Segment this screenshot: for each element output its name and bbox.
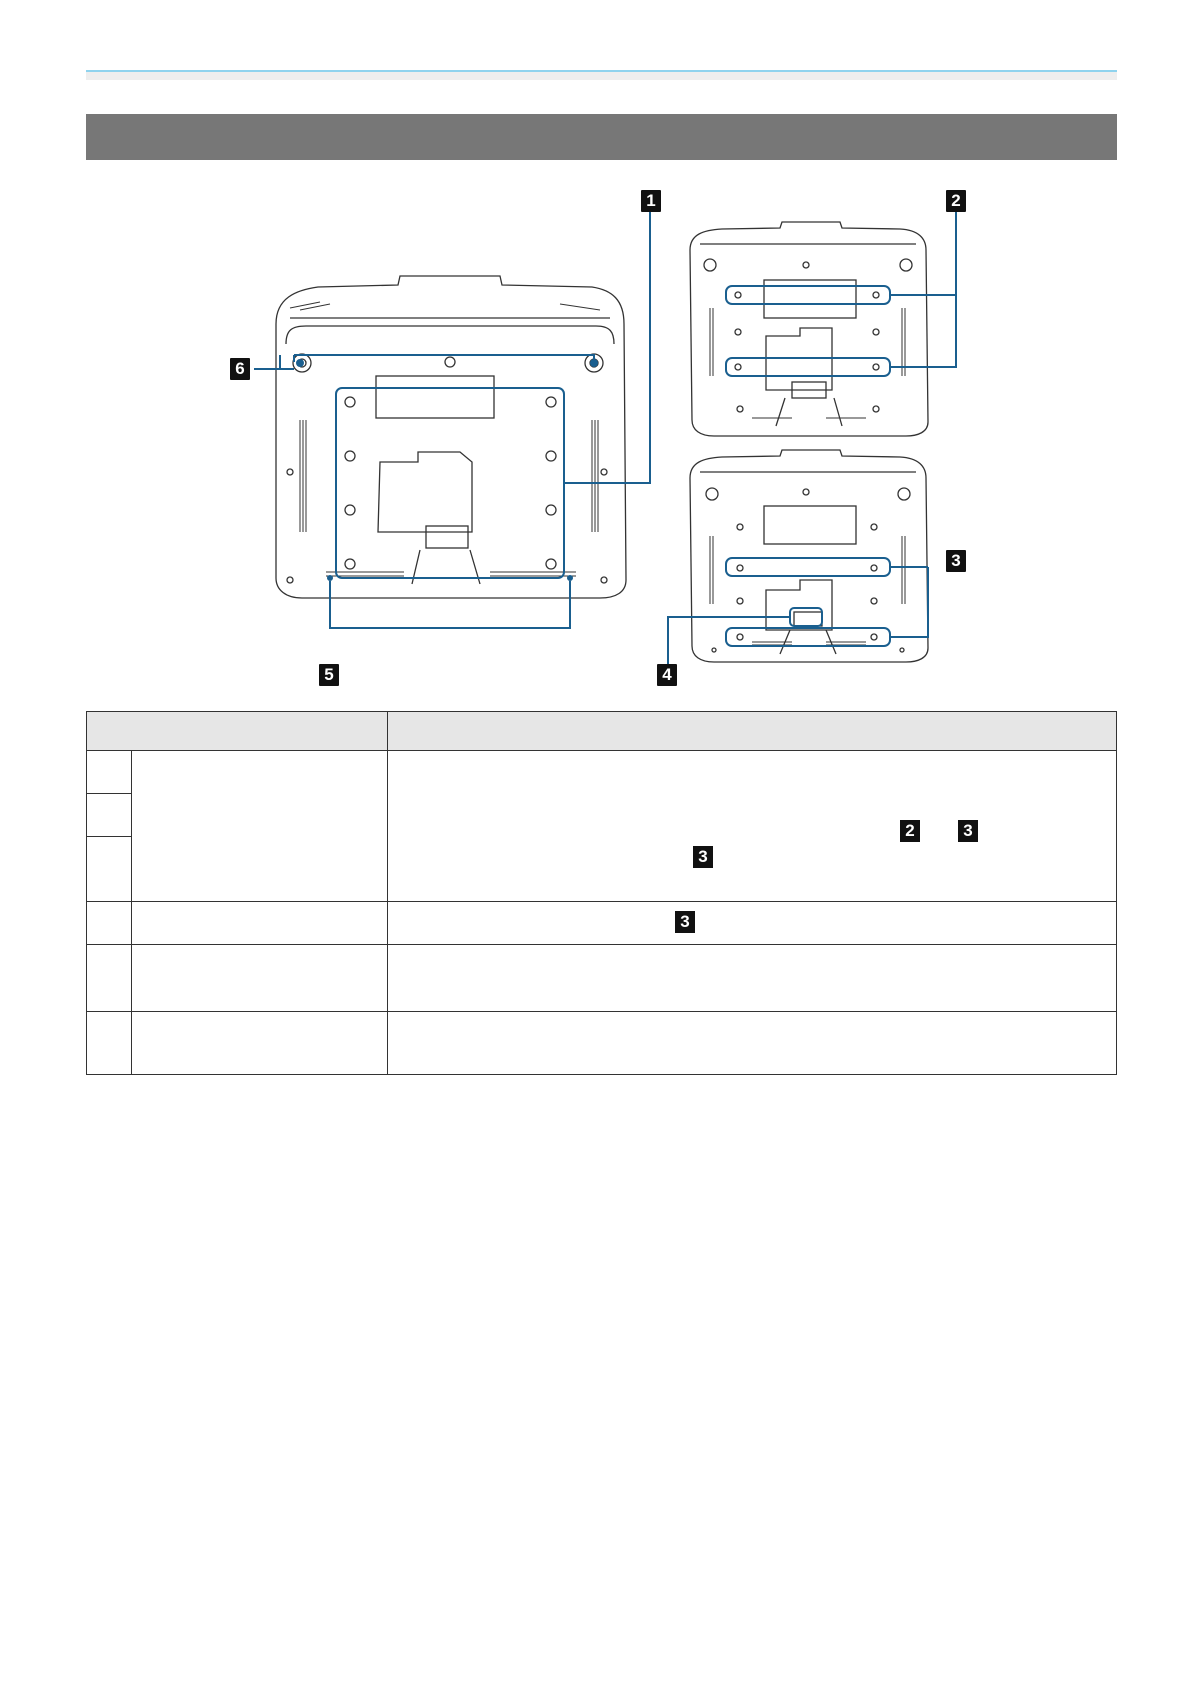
row-function-cell [388,751,1117,902]
callout-badge-6: 6 [230,358,250,380]
table-row [87,902,1117,945]
small-projector-bottom-outline [690,450,928,662]
callout-badge-3: 3 [946,550,966,572]
table-row [87,945,1117,1012]
callout-highlights [254,210,956,664]
row-name-cell [132,1012,388,1075]
table-header-function [388,712,1117,751]
table-row [87,1012,1117,1075]
row-number-cell [87,945,132,1012]
parts-table [86,711,1117,1075]
row-function-cell [388,945,1117,1012]
callout-badge-2: 2 [946,190,966,212]
row-number-cell [87,902,132,945]
inline-ref-badge: 3 [675,911,695,933]
table-header-row [87,712,1117,751]
row-function-cell [388,1012,1117,1075]
inline-ref-badge: 3 [958,820,978,842]
projector-bottom-diagram [0,180,1190,700]
diagram-drawing [0,180,1190,700]
row-number-cell [87,1012,132,1075]
inline-ref-badge: 2 [900,820,920,842]
row-function-cell [388,902,1117,945]
callout-badge-5: 5 [319,664,339,686]
row-number-cell [87,751,132,794]
table-header-name [87,712,388,751]
row-number-cell [87,794,132,837]
section-title-bar [86,114,1117,160]
row-name-cell [132,751,388,902]
table-row [87,751,1117,794]
small-projector-top-outline [690,222,928,436]
callout-badge-4: 4 [657,664,677,686]
header-shade-strip [86,72,1117,80]
callout-badge-1: 1 [641,190,661,212]
row-name-cell [132,902,388,945]
row-name-cell [132,945,388,1012]
inline-ref-badge: 3 [693,846,713,868]
main-projector-outline [276,276,626,598]
row-number-cell [87,837,132,902]
